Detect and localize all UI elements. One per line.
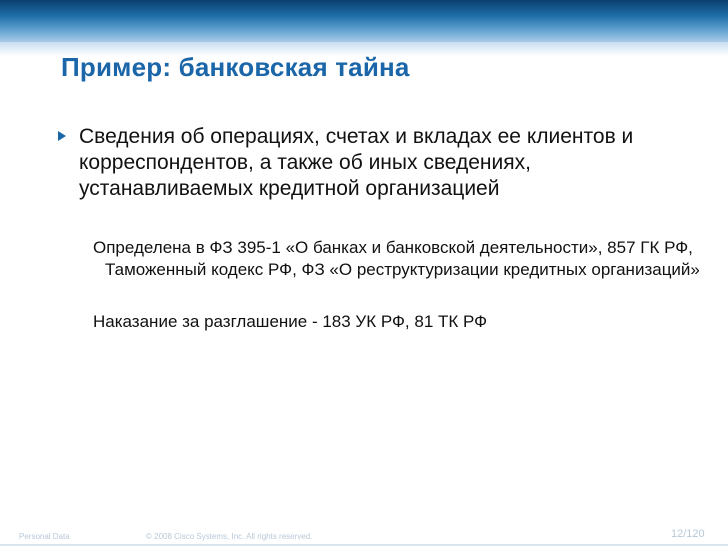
bullet-text: Сведения об операциях, счетах и вкладах ее клиентов и корреспондентов, а также об иных сведениях, устанавливаемых кредитной организацией [79,125,634,200]
footer-section-label: Personal Data [19,532,70,541]
slide-title: Пример: банковская тайна [61,52,410,82]
triangle-bullet-icon [58,131,66,141]
header-band [0,0,728,42]
sub-item-definition: Определена в ФЗ 395-1 «О банках и банковской деятельности», 857 ГК РФ, Таможенный кодекс РФ, ФЗ «О реструктуризации кредитных организаций» [93,238,700,279]
page-number: 12/120 [671,528,705,540]
sub-item-penalty: Наказание за разглашение - 183 УК РФ, 81 ТК РФ [93,312,488,331]
footer-copyright: © 2008 Cisco Systems, Inc. All rights reserved. [146,532,313,541]
